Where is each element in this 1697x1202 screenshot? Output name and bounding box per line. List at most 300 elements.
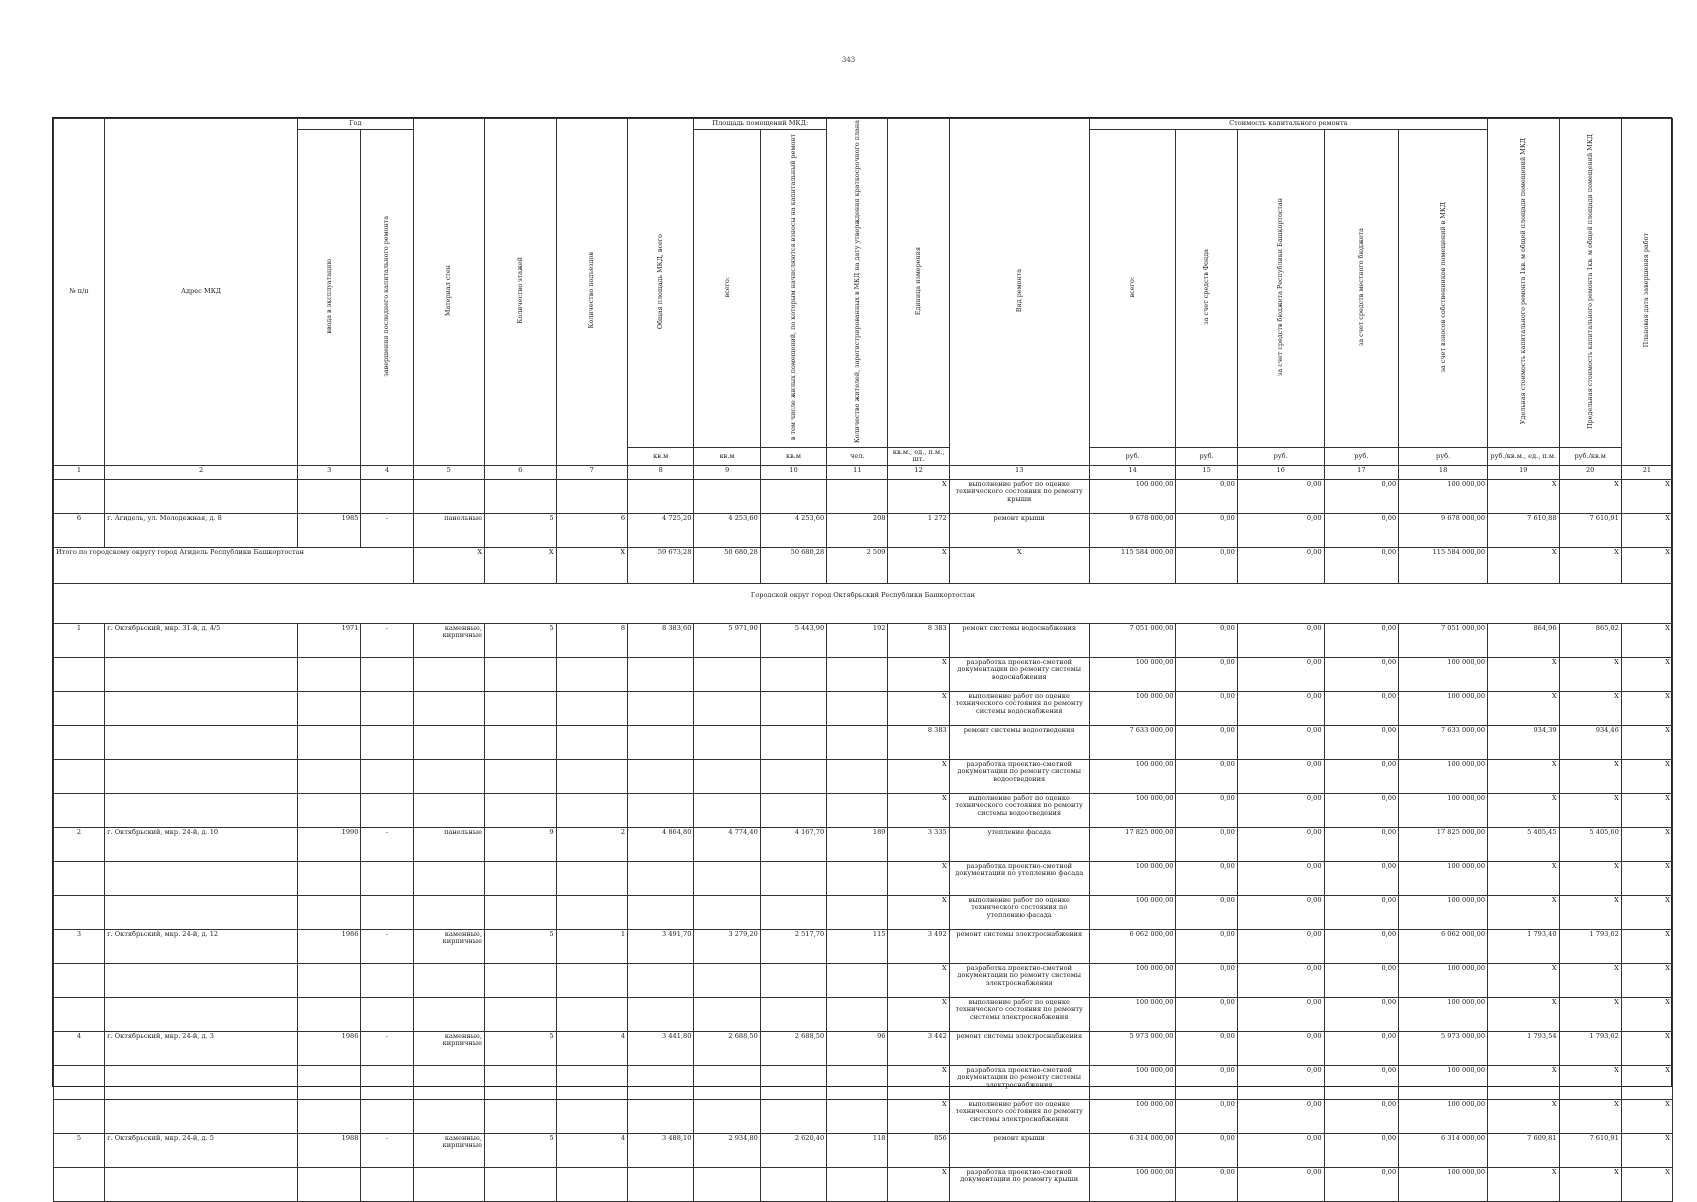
cell-c16: 0,00	[1237, 725, 1324, 759]
cell-c19: 934,39	[1488, 725, 1560, 759]
cell-c12: X	[888, 759, 949, 793]
cell-c8: 8 383,60	[628, 623, 694, 657]
cell-c12: X	[888, 793, 949, 827]
header-work-type: Вид ремонта	[949, 119, 1089, 466]
empty-cell	[628, 691, 694, 725]
cell-c13: выполнение работ по оценке технического состояния по ремонту системы электроснабжения	[949, 1099, 1089, 1133]
empty-cell	[556, 691, 628, 725]
table-header	[54, 119, 1673, 480]
unit-cell: руб.	[1176, 447, 1237, 465]
empty-cell	[361, 861, 413, 895]
empty-cell	[556, 657, 628, 691]
empty-cell	[361, 997, 413, 1031]
column-number: 21	[1621, 465, 1672, 479]
column-number: 15	[1176, 465, 1237, 479]
empty-cell	[361, 479, 413, 513]
cell-c19: X	[1488, 963, 1560, 997]
cell-c14: 100 000,00	[1089, 759, 1176, 793]
empty-cell	[485, 1099, 557, 1133]
cell-c7: 6	[556, 513, 628, 547]
cell-c9: 3 279,20	[694, 929, 760, 963]
cell-c13: разработка проектно-сметной документации по ремонту системы электроснабжения	[949, 1065, 1089, 1099]
cell-c21: X	[1621, 623, 1672, 657]
cell-c12: 3 492	[888, 929, 949, 963]
cell-c2: г. Октябрьский, мкр. 24-й, д. 12	[105, 929, 298, 963]
cell-c13: ремонт системы водоотведения	[949, 725, 1089, 759]
cell-c5: каменные, кирпичные	[413, 1133, 485, 1167]
empty-cell	[105, 1065, 298, 1099]
cell-c3: 1988	[298, 1133, 361, 1167]
empty-cell	[54, 1167, 105, 1201]
cell-c17: 0,00	[1324, 1031, 1399, 1065]
empty-cell	[827, 1167, 888, 1201]
cell-c16: 0,00	[1237, 513, 1324, 547]
cell-c9: 4 774,40	[694, 827, 760, 861]
empty-cell	[628, 1167, 694, 1201]
cell-c5: X	[413, 547, 485, 583]
header-premises-incl: в том числе жилых помещений, по которым начисляются взносы на капитальный ремонт	[760, 129, 826, 447]
empty-cell	[413, 691, 485, 725]
cell-c12: X	[888, 1065, 949, 1099]
cell-c20: X	[1559, 1099, 1621, 1133]
cell-c13: ремонт системы водоснабжения	[949, 623, 1089, 657]
empty-cell	[105, 895, 298, 929]
cell-c5: панельные	[413, 513, 485, 547]
empty-cell	[485, 861, 557, 895]
cell-c21: X	[1621, 793, 1672, 827]
empty-cell	[54, 1099, 105, 1133]
cell-c14: 5 973 000,00	[1089, 1031, 1176, 1065]
cell-c15: 0,00	[1176, 895, 1237, 929]
cell-c18: 17 825 000,00	[1399, 827, 1488, 861]
header-floors: Количество этажей	[485, 119, 557, 466]
cell-c4: -	[361, 929, 413, 963]
cell-c16: 0,00	[1237, 963, 1324, 997]
empty-cell	[827, 1099, 888, 1133]
cell-c11: 118	[827, 1133, 888, 1167]
empty-cell	[298, 997, 361, 1031]
cell-c3: 1985	[298, 513, 361, 547]
unit-cell: руб./кв.м	[1559, 447, 1621, 465]
work-row	[54, 861, 1673, 895]
empty-cell	[628, 1065, 694, 1099]
cell-c15: 0,00	[1176, 691, 1237, 725]
empty-cell	[361, 759, 413, 793]
cell-c14: 100 000,00	[1089, 895, 1176, 929]
empty-cell	[760, 1065, 826, 1099]
cell-c18: 100 000,00	[1399, 793, 1488, 827]
cell-c6: 5	[485, 1133, 557, 1167]
header-year: Год	[298, 119, 413, 130]
cell-c7: 4	[556, 1031, 628, 1065]
cell-c7: X	[556, 547, 628, 583]
cell-c2: г. Агидель, ул. Молодежная, д. 8	[105, 513, 298, 547]
header-year-last-repair: завершения последнего капитального ремонта	[361, 129, 413, 465]
cell-c16: 0,00	[1237, 1031, 1324, 1065]
cell-c20: 5 405,60	[1559, 827, 1621, 861]
cell-c14: 7 633 000,00	[1089, 725, 1176, 759]
cell-c18: 100 000,00	[1399, 1065, 1488, 1099]
cell-c16: 0,00	[1237, 691, 1324, 725]
cell-c20: X	[1559, 759, 1621, 793]
cell-c9: 2 688,50	[694, 1031, 760, 1065]
cell-c21: X	[1621, 691, 1672, 725]
empty-cell	[485, 1167, 557, 1201]
empty-cell	[413, 1065, 485, 1099]
cell-c17: 0,00	[1324, 963, 1399, 997]
cell-c17: 0,00	[1324, 479, 1399, 513]
unit-cell: руб.	[1399, 447, 1488, 465]
cell-c13: разработка проектно-сметной документации по ремонту системы водоснабжения	[949, 657, 1089, 691]
cell-c15: 0,00	[1176, 479, 1237, 513]
cell-c16: 0,00	[1237, 547, 1324, 583]
empty-cell	[760, 997, 826, 1031]
cell-c5: панельные	[413, 827, 485, 861]
empty-cell	[694, 895, 760, 929]
cell-c17: 0,00	[1324, 1167, 1399, 1201]
empty-cell	[827, 1065, 888, 1099]
header-cost-fund: за счет средств Фонда	[1176, 129, 1237, 447]
cell-c4: -	[361, 1031, 413, 1065]
cell-c18: 100 000,00	[1399, 1099, 1488, 1133]
cell-c10: 5 443,90	[760, 623, 826, 657]
cell-c21: X	[1621, 1031, 1672, 1065]
empty-cell	[298, 895, 361, 929]
empty-cell	[298, 793, 361, 827]
unit-cell: кв.м., ед., п.м., шт.	[888, 447, 949, 465]
cell-c19: X	[1488, 691, 1560, 725]
cell-c17: 0,00	[1324, 1065, 1399, 1099]
work-row	[54, 895, 1673, 929]
cell-c19: X	[1488, 479, 1560, 513]
empty-cell	[760, 963, 826, 997]
cell-c17: 0,00	[1324, 861, 1399, 895]
empty-cell	[556, 963, 628, 997]
empty-cell	[298, 725, 361, 759]
empty-cell	[298, 759, 361, 793]
header-residents: Количество жителей, зарегистрированных в МКД на дату утверждения краткосрочного плана	[827, 119, 888, 448]
cell-c12: X	[888, 691, 949, 725]
empty-cell	[694, 725, 760, 759]
cell-c21: X	[1621, 997, 1672, 1031]
cell-c11: 189	[827, 827, 888, 861]
cell-c14: 100 000,00	[1089, 657, 1176, 691]
cell-c2: г. Октябрьский, мкр. 24-й, д. 5	[105, 1133, 298, 1167]
empty-cell	[827, 793, 888, 827]
cell-c10: 2 620,40	[760, 1133, 826, 1167]
cell-c8: 3 491,70	[628, 929, 694, 963]
empty-cell	[628, 895, 694, 929]
empty-cell	[760, 691, 826, 725]
empty-cell	[760, 725, 826, 759]
cell-c8: 4 864,80	[628, 827, 694, 861]
cell-c11: 192	[827, 623, 888, 657]
cell-c18: 100 000,00	[1399, 657, 1488, 691]
empty-cell	[694, 793, 760, 827]
cell-c20: 1 793,62	[1559, 1031, 1621, 1065]
cell-c16: 0,00	[1237, 861, 1324, 895]
cell-c20: X	[1559, 861, 1621, 895]
column-number: 14	[1089, 465, 1176, 479]
work-row	[54, 691, 1673, 725]
cell-c13: ремонт системы электроснабжения	[949, 929, 1089, 963]
cell-c2: г. Октябрьский, мкр. 24-й, д. 10	[105, 827, 298, 861]
empty-cell	[54, 725, 105, 759]
cell-c15: 0,00	[1176, 513, 1237, 547]
empty-cell	[694, 1167, 760, 1201]
empty-cell	[54, 793, 105, 827]
cell-c17: 0,00	[1324, 725, 1399, 759]
work-row	[54, 1099, 1673, 1133]
cell-c19: X	[1488, 1065, 1560, 1099]
cell-c21: X	[1621, 963, 1672, 997]
cell-c15: 0,00	[1176, 827, 1237, 861]
empty-cell	[628, 997, 694, 1031]
cell-c19: 1 793,54	[1488, 1031, 1560, 1065]
empty-cell	[413, 963, 485, 997]
header-year-commission: ввода в эксплуатацию	[298, 129, 361, 465]
empty-cell	[298, 657, 361, 691]
empty-cell	[556, 725, 628, 759]
cell-c21: X	[1621, 657, 1672, 691]
cell-c21: X	[1621, 1099, 1672, 1133]
cell-c14: 100 000,00	[1089, 997, 1176, 1031]
cell-c15: 0,00	[1176, 657, 1237, 691]
cell-c1: 1	[54, 623, 105, 657]
empty-cell	[54, 691, 105, 725]
cell-c10: 2 517,70	[760, 929, 826, 963]
cell-c8: 3 488,10	[628, 1133, 694, 1167]
cell-c16: 0,00	[1237, 623, 1324, 657]
empty-cell	[694, 759, 760, 793]
empty-cell	[485, 997, 557, 1031]
cell-c21: X	[1621, 1065, 1672, 1099]
cell-c21: X	[1621, 1167, 1672, 1201]
cell-c19: X	[1488, 759, 1560, 793]
empty-cell	[298, 963, 361, 997]
empty-cell	[413, 895, 485, 929]
cell-c14: 100 000,00	[1089, 861, 1176, 895]
building-row	[54, 929, 1673, 963]
cell-c7: 1	[556, 929, 628, 963]
empty-cell	[760, 793, 826, 827]
cell-c1: 3	[54, 929, 105, 963]
empty-cell	[694, 963, 760, 997]
column-number: 7	[556, 465, 628, 479]
cell-c13: выполнение работ по оценке технического состояния по ремонту крыши	[949, 479, 1089, 513]
work-row	[54, 997, 1673, 1031]
cell-c11: 2 509	[827, 547, 888, 583]
empty-cell	[413, 657, 485, 691]
cell-c16: 0,00	[1237, 793, 1324, 827]
cell-c13: разработка проектно-сметной документации по ремонту системы электроснабжения	[949, 963, 1089, 997]
cell-c19: 7 609,81	[1488, 1133, 1560, 1167]
header-wall: Материал стен	[413, 119, 485, 466]
header-unit-cost: Удельная стоимость капитального ремонта 1кв. м общей площади помещений МКД	[1488, 119, 1560, 448]
cell-c6: 5	[485, 929, 557, 963]
cell-c16: 0,00	[1237, 1133, 1324, 1167]
cell-c4: -	[361, 623, 413, 657]
column-number: 4	[361, 465, 413, 479]
cell-c19: 7 610,88	[1488, 513, 1560, 547]
cell-c13: ремонт крыши	[949, 513, 1089, 547]
empty-cell	[556, 861, 628, 895]
empty-cell	[760, 895, 826, 929]
cell-c17: 0,00	[1324, 657, 1399, 691]
column-number: 6	[485, 465, 557, 479]
empty-cell	[827, 895, 888, 929]
building-row	[54, 827, 1673, 861]
cell-c20: 865,02	[1559, 623, 1621, 657]
cell-c20: X	[1559, 479, 1621, 513]
empty-cell	[105, 1099, 298, 1133]
cell-c13: разработка проектно-сметной документации по ремонту системы водоотведения	[949, 759, 1089, 793]
cell-c17: 0,00	[1324, 997, 1399, 1031]
cell-c20: X	[1559, 1065, 1621, 1099]
cell-c19: X	[1488, 657, 1560, 691]
cell-c5: каменные, кирпичные	[413, 1031, 485, 1065]
cell-c16: 0,00	[1237, 997, 1324, 1031]
cell-c3: 1986	[298, 1031, 361, 1065]
cell-c14: 100 000,00	[1089, 1167, 1176, 1201]
cell-c12: X	[888, 861, 949, 895]
empty-cell	[628, 725, 694, 759]
repair-plan-table-frame	[52, 117, 1672, 1184]
cell-c3: 1971	[298, 623, 361, 657]
empty-cell	[298, 1167, 361, 1201]
cell-c20: X	[1559, 997, 1621, 1031]
cell-c19: X	[1488, 1167, 1560, 1201]
empty-cell	[105, 759, 298, 793]
cell-c14: 100 000,00	[1089, 963, 1176, 997]
cell-c19: 864,96	[1488, 623, 1560, 657]
cell-c15: 0,00	[1176, 1065, 1237, 1099]
work-row	[54, 657, 1673, 691]
empty-cell	[105, 479, 298, 513]
work-row	[54, 479, 1673, 513]
cell-c14: 100 000,00	[1089, 691, 1176, 725]
cell-c21: X	[1621, 479, 1672, 513]
cell-c20: X	[1559, 547, 1621, 583]
empty-cell	[413, 793, 485, 827]
empty-cell	[760, 759, 826, 793]
cell-c14: 7 051 000,00	[1089, 623, 1176, 657]
cell-c13: выполнение работ по оценке технического состояния по ремонту системы электроснабжения	[949, 997, 1089, 1031]
empty-cell	[628, 1099, 694, 1133]
empty-cell	[105, 691, 298, 725]
empty-cell	[485, 479, 557, 513]
empty-cell	[361, 1167, 413, 1201]
cell-c17: 0,00	[1324, 793, 1399, 827]
empty-cell	[694, 657, 760, 691]
cell-c16: 0,00	[1237, 1099, 1324, 1133]
empty-cell	[628, 793, 694, 827]
empty-cell	[54, 759, 105, 793]
header-cost: Стоимость капитального ремонта	[1089, 119, 1487, 130]
building-row	[54, 1133, 1673, 1167]
cell-c15: 0,00	[1176, 1031, 1237, 1065]
cell-c3: 1990	[298, 827, 361, 861]
empty-cell	[413, 1167, 485, 1201]
cell-c17: 0,00	[1324, 623, 1399, 657]
cell-c21: X	[1621, 1133, 1672, 1167]
empty-cell	[827, 479, 888, 513]
empty-cell	[556, 997, 628, 1031]
empty-cell	[105, 725, 298, 759]
unit-cell: чел.	[827, 447, 888, 465]
cell-c12: X	[888, 479, 949, 513]
empty-cell	[361, 1065, 413, 1099]
total-row	[54, 547, 1673, 583]
empty-cell	[413, 479, 485, 513]
empty-cell	[485, 691, 557, 725]
cell-c12: 8 383	[888, 623, 949, 657]
cell-c11: 96	[827, 1031, 888, 1065]
cell-c20: 1 793,62	[1559, 929, 1621, 963]
column-number: 19	[1488, 465, 1560, 479]
column-number: 18	[1399, 465, 1488, 479]
empty-cell	[105, 861, 298, 895]
empty-cell	[760, 861, 826, 895]
cell-c19: X	[1488, 997, 1560, 1031]
cell-c19: X	[1488, 1099, 1560, 1133]
cell-c19: X	[1488, 793, 1560, 827]
cell-c20: 7 610,91	[1559, 1133, 1621, 1167]
building-row	[54, 1031, 1673, 1065]
unit-cell: руб.	[1089, 447, 1176, 465]
work-row	[54, 725, 1673, 759]
header-entrances: Количество подъездов	[556, 119, 628, 466]
cell-c18: 7 633 000,00	[1399, 725, 1488, 759]
cell-c8: 59 673,28	[628, 547, 694, 583]
cell-c18: 6 062 000,00	[1399, 929, 1488, 963]
cell-c15: 0,00	[1176, 997, 1237, 1031]
cell-c17: 0,00	[1324, 759, 1399, 793]
cell-c18: 9 678 000,00	[1399, 513, 1488, 547]
cell-label: Итого по городскому округу город Агидель Республики Башкортостан	[54, 547, 414, 583]
cell-c16: 0,00	[1237, 929, 1324, 963]
cell-c10: 4 253,60	[760, 513, 826, 547]
header-cost-total: всего:	[1089, 129, 1176, 447]
cell-c7: 8	[556, 623, 628, 657]
column-number: 17	[1324, 465, 1399, 479]
cell-c18: 100 000,00	[1399, 759, 1488, 793]
cell-c18: 100 000,00	[1399, 997, 1488, 1031]
empty-cell	[628, 657, 694, 691]
cell-c6: X	[485, 547, 557, 583]
cell-c8: 3 441,80	[628, 1031, 694, 1065]
cell-c18: 100 000,00	[1399, 691, 1488, 725]
empty-cell	[298, 1065, 361, 1099]
cell-c12: 1 272	[888, 513, 949, 547]
cell-c10: 4 167,70	[760, 827, 826, 861]
header-total-area: Общая площадь МКД, всего	[628, 119, 694, 448]
header-limit-cost: Предельная стоимость капитального ремонта 1кв. м общей площади помещений МКД	[1559, 119, 1621, 448]
cell-c5: каменные, кирпичные	[413, 929, 485, 963]
unit-cell: кв.м	[628, 447, 694, 465]
cell-c11: 115	[827, 929, 888, 963]
cell-c12: X	[888, 997, 949, 1031]
cell-c20: X	[1559, 657, 1621, 691]
cell-c17: 0,00	[1324, 895, 1399, 929]
cell-c21: X	[1621, 759, 1672, 793]
header-cost-owners: за счет взносов собственников помещений в МКД	[1399, 129, 1488, 447]
cell-c12: 856	[888, 1133, 949, 1167]
cell-c18: 100 000,00	[1399, 963, 1488, 997]
column-number: 10	[760, 465, 826, 479]
empty-cell	[361, 725, 413, 759]
cell-c21: X	[1621, 861, 1672, 895]
